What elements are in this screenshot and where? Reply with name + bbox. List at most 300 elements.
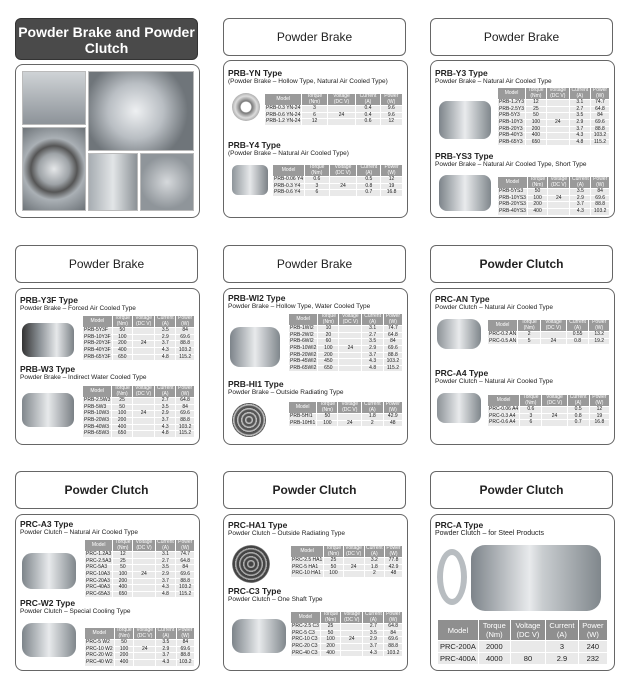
table-cell: 4.3 [569,133,590,140]
table-cell: PRB-20WI2 [290,351,317,358]
table-cell [343,571,364,578]
section-subtitle: Powder Brake – Forced Air Cooled Type [20,305,136,312]
table-cell: 24 [548,195,570,202]
table-cell: 88.8 [176,417,195,424]
table-cell: 4.8 [569,139,590,146]
table-cell: 25 [113,558,133,565]
table-cell: 88.8 [176,578,195,585]
table-cell: PRB-20W3 [83,417,112,424]
table-cell: 24 [132,341,154,348]
table-cell: 100 [114,646,134,653]
section-title: PRC-A3 Type [20,519,74,529]
section-title: PRB-WI2 Type [228,293,286,303]
table-cell: 84 [176,565,195,572]
table-cell: 0.5 [567,407,589,414]
section-subtitle: Powder Clutch – Natural Air Cooled Type [435,378,554,385]
column-header: Power (W) [176,628,194,640]
column-header: Current (A) [157,627,175,639]
table-cell: PRB-2.5W3 [84,397,111,404]
table-cell: 4000 [478,653,510,665]
table-cell: 9.6 [380,112,402,119]
table-cell: 64.8 [176,558,195,565]
table-cell: 3.2 [364,558,384,565]
table-cell: 2 [362,420,384,427]
column-header: Torque (Nm) [527,177,547,189]
table-cell: 4.8 [155,354,176,361]
table-cell: 16.8 [589,420,609,427]
spec-table [82,315,195,361]
section-subtitle: Powder Clutch – Special Cooling Type [20,608,131,615]
table-cell [339,352,362,359]
table-cell [546,126,569,133]
table-cell: PRB-2.5Y3 [499,105,525,112]
table-cell: 103.2 [176,659,194,666]
table-cell: PRB-0.06 Y4 [274,176,304,183]
table-cell [341,624,363,631]
table-header-row [488,395,610,407]
spec-table [288,401,403,427]
table-cell: 64.8 [383,332,402,339]
table-cell: 1.8 [362,414,384,421]
table-cell: 24 [133,571,155,578]
section-title: PRC-AN Type [435,294,490,304]
brake-image-wi2 [230,327,280,367]
table-cell: 650 [112,354,132,361]
panel-header-powder-clutch-1: Powder Clutch [430,245,613,283]
table-row [291,650,403,657]
table-cell: 3.7 [569,126,590,133]
table-row [438,653,608,665]
table-cell: 200 [527,202,547,209]
table-cell [548,208,570,215]
spec-table [84,627,195,667]
section-title: PRB-W3 Type [20,364,76,374]
table-cell: PRB-0.3 Y4 [273,183,305,190]
spec-table [290,611,403,657]
table-cell: 12 [526,100,547,107]
column-header: Model [83,386,112,398]
column-header: Torque (Nm) [305,165,329,177]
table-cell: 3.5 [156,640,177,647]
table-cell: 200 [112,417,132,424]
table-cell: 50 [114,640,134,647]
table-cell: 50 [112,404,132,411]
table-cell [329,190,357,197]
table-header-row [265,94,403,106]
table-cell: PRB-40YS3 [499,207,526,214]
table-row [265,119,403,126]
brake-image-ys3 [439,175,491,211]
table-cell [546,100,569,107]
column-header: Torque (Nm) [324,546,343,558]
table-row [498,208,610,215]
table-cell: 0.6 [520,407,542,414]
table-cell: 200 [114,653,134,660]
table-cell [133,585,155,592]
table-cell: 200 [112,341,132,348]
section-subtitle: Powder Clutch – Natural Air Cooled Type [435,304,554,311]
column-header: Power (W) [591,177,610,189]
column-header: Current (A) [569,88,590,100]
column-header: Current (A) [362,402,384,414]
table-cell: 69.6 [384,637,403,644]
section-title: PRC-HA1 Type [228,520,288,530]
column-header: Model [488,320,518,332]
column-header: Power (W) [380,94,402,106]
table-cell: 3 [520,413,542,420]
column-header: Voltage (DC V) [541,320,567,332]
table-row [488,420,610,427]
table-cell: 77.8 [385,558,403,565]
table-cell: PRC-2.5 HA1 [292,557,323,564]
table-cell: 69.6 [176,411,195,418]
clutch-image-a4 [437,393,481,423]
table-cell: 24 [546,119,569,126]
table-cell [132,354,154,361]
column-header: Model [85,628,115,640]
table-cell: PRC-40 C3 [291,650,321,657]
table-cell: PRB-10HI1 [290,419,316,426]
table-cell: 24 [339,345,362,352]
table-cell: 50 [324,564,343,571]
table-cell: 200 [320,643,340,650]
section-subtitle: Powder Brake – Hollow Type, Water Cooled Type [228,303,371,310]
table-row [273,190,403,197]
table-cell [327,119,356,126]
section-subtitle: (Powder Brake – Natural Air Cooled Type) [228,150,349,157]
table-cell: 115.2 [176,431,195,438]
table-cell: 6 [520,420,542,427]
table-cell: 88.8 [591,202,610,209]
table-cell: PRC-400A [438,653,479,665]
column-header: Current (A) [365,545,383,557]
table-cell: PRC-5 C3 [291,630,321,637]
column-header: Voltage (DC V) [343,546,364,558]
table-cell: 0.7 [567,420,589,427]
table-cell: 20 [318,332,339,339]
table-row [83,431,195,438]
table-cell: PRC-2.5A3 [86,557,112,564]
column-header: Voltage (DC V) [132,386,154,398]
table-cell [546,139,569,146]
column-header: Model [488,395,520,407]
table-cell: 2.7 [155,398,176,405]
product-photo-3 [22,127,86,211]
table-cell: 2.7 [363,624,384,631]
section-title: PRB-Y3F Type [20,295,78,305]
column-header: Current (A) [567,395,589,407]
table-cell: 3.5 [155,565,176,572]
column-header: Power (W) [176,540,195,552]
table-cell: 240 [578,641,607,653]
table-cell: 69.6 [383,345,402,352]
table-cell: PRB-2WI2 [289,332,318,339]
section-title: PRC-W2 Type [20,598,76,608]
table-cell: PRB-65Y3 [498,139,526,146]
table-cell: 400 [320,650,340,657]
spec-table [288,313,403,372]
table-cell: PRC-10 HA1 [291,571,324,578]
table-cell: PRC-0.06 A4 [489,406,519,413]
table-cell: 80 [510,653,545,665]
table-cell: 13.2 [589,332,610,339]
table-cell: PRB-65Y3F [84,353,111,360]
section-subtitle: Powder Clutch – Natural Air Cooled Type [20,529,139,536]
column-header: Torque (Nm) [478,620,510,641]
table-cell: PRB-0.6 YN-24 [266,111,301,118]
table-cell: 24 [541,338,567,345]
table-cell: 2.9 [570,195,591,202]
column-header: Model [289,402,317,414]
table-cell [339,332,362,339]
table-cell: 4.3 [155,347,176,354]
table-cell: 6 [302,112,327,119]
section-subtitle: (Powder Brake – Hollow Type, Natural Air Cooled Type) [228,78,388,85]
spec-table [84,539,195,598]
table-cell: 3.1 [569,100,590,107]
table-cell: 2.9 [155,334,176,341]
table-cell: 103.2 [176,585,195,592]
table-cell: 69.6 [591,195,610,202]
table-cell: 3 [546,641,579,653]
table-cell: PRB-6WI2 [289,339,318,346]
section-title: PRC-A4 Type [435,368,489,378]
table-cell [132,398,154,405]
spec-table [82,385,195,438]
clutch-ring-image [437,549,467,605]
table-cell: 0.4 [356,112,380,119]
table-header-row [291,612,403,624]
column-header: Current (A) [155,386,176,398]
table-cell [132,417,154,424]
table-cell: 88.8 [383,352,402,359]
table-header-row [498,177,610,189]
section-title: PRC-C3 Type [228,586,282,596]
table-cell [546,106,569,113]
table-cell: 103.2 [384,650,403,657]
column-header: Voltage (DC V) [327,94,356,106]
column-header: Power (W) [383,402,402,414]
column-header: Torque (Nm) [318,314,339,326]
table-cell: PRC-20 C3 [291,643,321,650]
spec-table [487,394,610,427]
card-prb-yn-y4 [223,60,408,218]
table-cell: PRB-40Y3F [84,346,111,353]
table-cell: PRC-1.2A3 [86,551,112,558]
table-cell: PRB-10W3 [83,411,112,418]
table-row [289,420,403,427]
table-cell: 12 [302,119,327,126]
clutch-image-c3 [232,619,286,653]
section-subtitle: Powder Brake – Indirect Water Cooled Type [20,374,147,381]
table-cell: PRB-5HI1 [289,414,317,421]
column-header: Model [85,540,113,552]
spec-table [264,93,403,126]
table-cell: 12 [113,552,133,559]
table-cell: PRC-5A3 [85,565,113,572]
table-cell: 0.6 [356,119,380,126]
clutch-image-a3 [22,553,76,589]
table-cell: 64.8 [384,624,403,631]
table-cell: 19.2 [589,338,610,345]
table-cell: PRB-10Y3 [498,119,526,126]
column-header: Power (W) [176,386,195,398]
table-cell: PRC-40 W2 [86,658,113,665]
table-cell: 4.3 [155,585,176,592]
table-cell: 650 [112,431,132,438]
table-cell: 103.2 [590,133,609,140]
table-cell: PRC-0.2 AN [489,331,517,338]
spec-table [290,545,403,578]
table-cell: 103.2 [591,208,610,215]
table-cell: 84 [383,339,402,346]
column-header: Current (A) [362,314,383,326]
table-cell: PRB-40Y3 [498,133,526,140]
column-header: Model [438,620,479,641]
table-cell: 12 [381,177,403,184]
table-cell: PRB-1.2Y3 [499,99,525,106]
table-cell: PRB-1WI2 [289,326,318,333]
table-cell [134,653,156,660]
table-cell: 100 [112,334,132,341]
product-photo-1 [22,71,86,125]
table-row [488,338,610,345]
table-cell: 115.2 [176,591,195,598]
table-cell: 74.7 [176,552,195,559]
table-cell: 400 [114,659,134,666]
table-cell [132,431,154,438]
table-row [438,641,608,653]
table-cell: 69.6 [176,646,194,653]
product-photo-2 [88,71,194,151]
table-cell: 3.7 [363,643,384,650]
column-header: Torque (Nm) [302,94,327,106]
table-cell: PRB-10Y3F [84,333,111,340]
table-cell: PRC-0.5 AN [489,337,517,344]
table-row [498,139,610,146]
table-cell: PRC-5 HA1 [291,564,324,571]
table-cell: 84 [384,630,403,637]
table-header-row [488,320,610,332]
spec-table [487,319,610,345]
table-cell: 3.1 [155,552,176,559]
table-cell: 4.8 [155,431,176,438]
table-cell: PRC-10 C3 [291,637,321,644]
table-cell: 88.8 [176,341,195,348]
table-cell: 12 [380,119,402,126]
table-cell: PRB-5Y3 [498,113,526,120]
table-cell [548,202,570,209]
table-cell: 100 [526,119,547,126]
table-cell: 2.9 [155,411,176,418]
column-header: Voltage (DC V) [546,88,569,100]
table-cell: PRB-65WI2 [290,364,317,371]
table-cell [134,659,156,666]
table-cell: PRC-2.5 C3 [292,623,319,630]
column-header: Power (W) [589,320,610,332]
table-cell: 64.8 [590,106,609,113]
table-cell: 2.7 [362,332,383,339]
table-cell: 100 [317,420,338,427]
column-header: Torque (Nm) [518,320,541,332]
table-cell [339,359,362,366]
table-cell: 115.2 [590,139,609,146]
table-cell: 2.9 [362,345,383,352]
table-cell: 232 [578,653,607,665]
table-cell: 24 [329,183,357,190]
table-cell: 74.7 [383,326,402,333]
table-cell: 3.7 [155,578,176,585]
table-cell: PRC-40A3 [85,585,113,592]
column-header: Voltage (DC V) [133,540,155,552]
table-cell: 4.3 [570,208,591,215]
table-row [85,591,195,598]
table-cell: 84 [176,640,194,647]
table-header-row [83,386,195,398]
column-header: Voltage (DC V) [132,316,154,328]
table-cell: 25 [526,106,547,113]
section-subtitle: Powder Clutch – for Steel Products [435,530,544,537]
table-header-row [289,314,403,326]
table-cell: PRB-5YS3 [498,189,528,196]
table-cell [341,650,363,657]
column-header: Torque (Nm) [112,386,132,398]
table-cell: 64.8 [176,398,195,405]
table-cell: 1.8 [364,564,384,571]
table-cell: 4.3 [155,424,176,431]
column-header: Current (A) [566,320,589,332]
column-header: Torque (Nm) [320,612,340,624]
column-header: Power (W) [176,316,195,328]
table-cell: 24 [134,646,156,653]
table-cell: 25 [324,558,343,565]
table-cell: 24 [341,637,363,644]
column-header: Model [291,546,324,558]
table-cell: 0.5 [357,177,381,184]
table-cell: 2.9 [546,653,579,665]
table-cell [132,424,154,431]
brake-image-y4 [232,165,268,195]
column-header: Power (W) [590,88,609,100]
table-header-row [273,165,403,177]
table-cell: PRB-65W3 [83,431,112,438]
table-cell [339,365,362,372]
table-cell: PRB-1.2 YN-24 [266,118,301,125]
table-cell: 400 [526,133,547,140]
table-row [83,354,195,361]
table-cell: 100 [318,345,339,352]
column-header: Torque (Nm) [113,540,133,552]
table-cell: 0.8 [567,413,589,420]
table-cell: PRC-10A3 [85,571,113,578]
overview-photo-card [15,64,200,218]
card-prb-wi2-hi1 [223,288,408,445]
table-cell: 88.8 [590,126,609,133]
table-cell: 3.7 [156,653,177,660]
table-cell: 19 [381,183,403,190]
table-cell [510,641,545,653]
column-header: Current (A) [357,165,381,177]
table-cell: 84 [176,328,195,335]
table-header-row [291,546,403,558]
table-cell: 4.8 [362,365,383,372]
table-cell: 25 [112,398,132,405]
table-cell: PRB-20Y3F [84,340,111,347]
table-cell: PRC-65A3 [85,591,113,598]
table-cell: 16.8 [381,190,403,197]
table-cell: PRB-5W3 [83,404,112,411]
table-cell: 84 [176,404,195,411]
